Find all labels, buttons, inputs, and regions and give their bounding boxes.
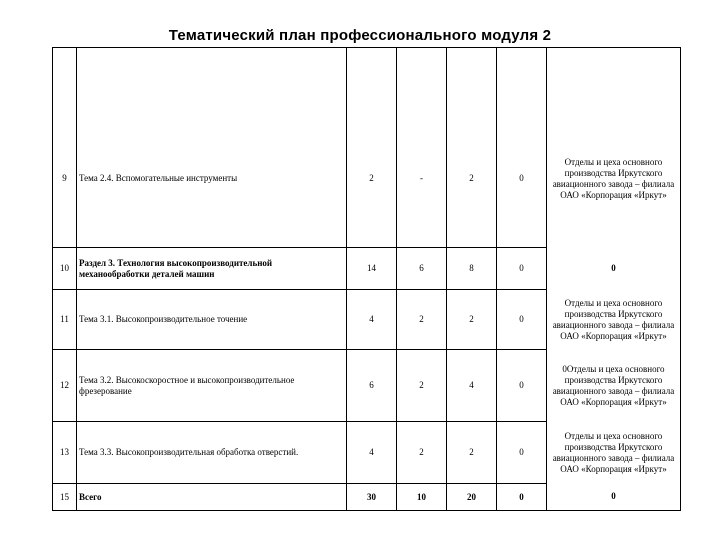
topic-cell: Тема 3.1. Высокопроизводительное точение <box>77 290 347 350</box>
table-row-top <box>53 48 681 110</box>
empty-cell <box>53 48 77 110</box>
value-cell: 6 <box>347 350 397 422</box>
value-cell: - <box>397 110 447 248</box>
value-cell: 4 <box>447 350 497 422</box>
empty-cell <box>397 48 447 110</box>
row-number: 9 <box>53 110 77 248</box>
value-cell: 2 <box>447 110 497 248</box>
value-cell: 8 <box>447 248 497 290</box>
topic-cell: Тема 3.3. Высокопроизводительная обработка отверстий. <box>77 422 347 484</box>
table-row <box>53 422 681 484</box>
table-row <box>53 248 681 290</box>
practice-place-cell: Отделы и цеха основного производства Иркутского авиационного завода – филиала ОАО «Корпорация «Иркут» <box>547 290 681 350</box>
value-cell: 0 <box>497 290 547 350</box>
value-cell: 0 <box>497 350 547 422</box>
empty-cell <box>447 48 497 110</box>
value-cell: 0 <box>497 484 547 511</box>
table-row <box>53 350 681 422</box>
row-number: 15 <box>53 484 77 511</box>
table-row <box>53 290 681 350</box>
table-row <box>53 110 681 248</box>
topic-cell: Тема 3.2. Высокоскоростное и высокопроизводительное фрезерование <box>77 350 347 422</box>
value-cell: 2 <box>397 350 447 422</box>
value-cell: 6 <box>397 248 447 290</box>
value-cell: 20 <box>447 484 497 511</box>
total-label-cell: Всего <box>77 484 347 511</box>
row-number: 10 <box>53 248 77 290</box>
empty-cell <box>497 48 547 110</box>
topic-cell: Тема 2.4. Вспомогательные инструменты <box>77 110 347 248</box>
value-cell: 0 <box>497 422 547 484</box>
value-cell: 2 <box>397 422 447 484</box>
value-cell: 4 <box>347 290 397 350</box>
practice-place-cell: 0 <box>547 248 681 290</box>
value-cell: 2 <box>447 290 497 350</box>
value-cell: 30 <box>347 484 397 511</box>
practice-place-cell: Отделы и цеха основного производства Иркутского авиационного завода – филиала ОАО «Корпорация «Иркут» <box>547 110 681 248</box>
practice-place-cell: Отделы и цеха основного производства Иркутского авиационного завода – филиала ОАО «Корпорация «Иркут» <box>547 422 681 484</box>
value-cell: 2 <box>447 422 497 484</box>
page-title: Тематический план профессионального модуля 2 <box>168 27 552 44</box>
empty-cell <box>347 48 397 110</box>
value-cell: 2 <box>397 290 447 350</box>
empty-cell <box>547 48 681 110</box>
section-cell: Раздел 3. Технология высокопроизводительной механообработки деталей машин <box>77 248 347 290</box>
row-number: 13 <box>53 422 77 484</box>
value-cell: 10 <box>397 484 447 511</box>
value-cell: 2 <box>347 110 397 248</box>
value-cell: 14 <box>347 248 397 290</box>
row-number: 11 <box>53 290 77 350</box>
row-number: 12 <box>53 350 77 422</box>
value-cell: 4 <box>347 422 397 484</box>
practice-place-cell: 0Отделы и цеха основного производства Иркутского авиационного завода – филиала ОАО «Корпорация «Иркут» <box>547 350 681 422</box>
practice-place-cell: 0 <box>547 484 681 511</box>
value-cell: 0 <box>497 110 547 248</box>
value-cell: 0 <box>497 248 547 290</box>
thematic-plan-table <box>52 47 681 511</box>
table-row-total <box>53 484 681 511</box>
empty-cell <box>77 48 347 110</box>
